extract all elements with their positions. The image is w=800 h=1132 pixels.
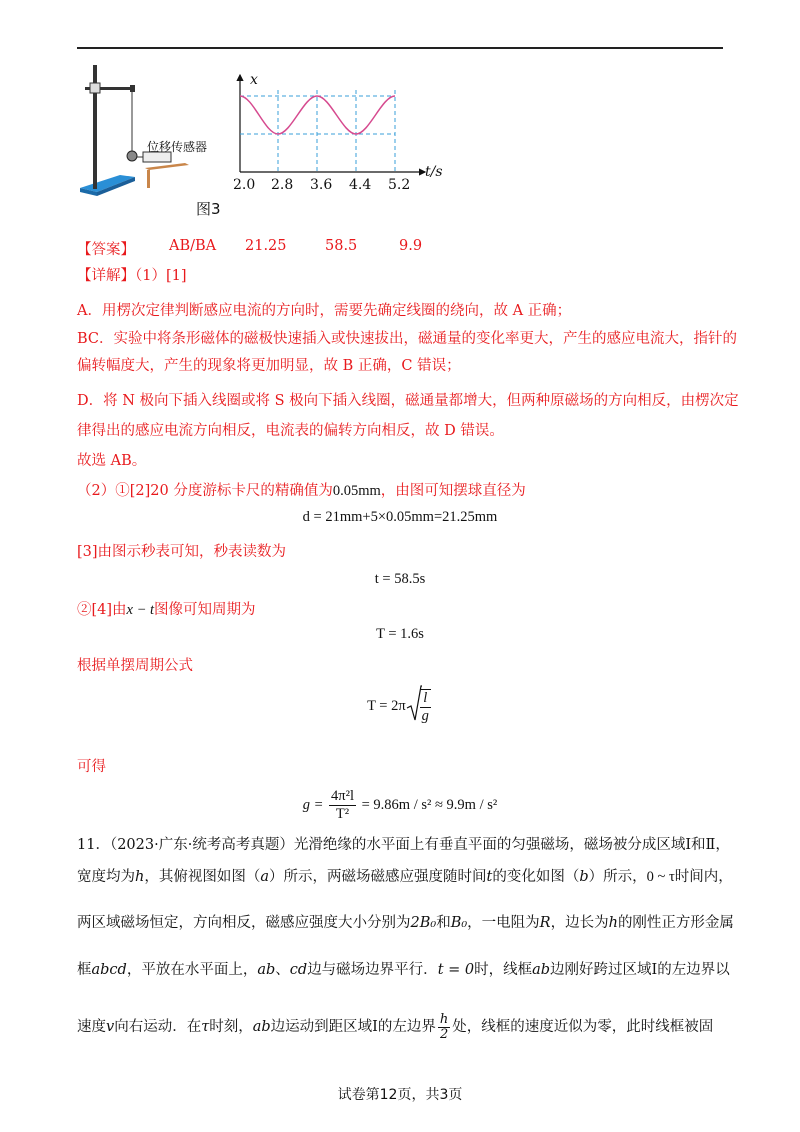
figure-3	[75, 60, 455, 220]
part2-text-a: （2）①[2]20 分度游标卡尺的精确值为	[77, 483, 333, 499]
formula-gravity	[0, 788, 800, 823]
formula-diameter: d = 21mm+5×0.05mm=21.25mm	[302, 509, 498, 525]
question11-line4	[77, 960, 730, 980]
question11-line3	[77, 913, 734, 933]
q11-var-b: b	[579, 869, 589, 885]
q11-fraction-den: 2	[439, 1026, 449, 1042]
pendulum-numerator: l	[420, 690, 431, 708]
q11-var-b0: B₀	[450, 915, 468, 931]
question11-line5	[77, 1012, 713, 1042]
tick-label-0: 2.0	[233, 177, 256, 193]
q11-var-tau: τ	[201, 1019, 210, 1035]
gravity-left: g =	[302, 796, 324, 813]
q11-var-2b0: 2B₀	[410, 915, 437, 931]
explanation-d-2: 律得出的感应电流方向相反，电流表的偏转方向相反，故 D 错误。	[77, 423, 504, 439]
gravity-fraction	[329, 788, 356, 823]
graph-x-label: t/s	[425, 164, 443, 180]
question11-line2	[77, 867, 733, 887]
q11-text: 的变化如图（	[492, 869, 580, 885]
q11-text: ）所示，	[588, 869, 647, 885]
q11-var-abcd: abcd	[91, 962, 127, 978]
explanation-d-1: D．将 N 极向下插入线圈或将 S 极向下插入线圈，磁通量都增大，但两种原磁场的方向相反，由楞次定	[77, 393, 739, 409]
explanation-a: A．用楞次定律判断感应电流的方向时，需要先确定线圈的绕向，故 A 正确；	[77, 303, 572, 319]
q11-text: 时间内，	[674, 869, 733, 885]
part4-text-a: ②[4]由	[77, 602, 127, 618]
q11-var-ab: ab	[252, 1019, 271, 1035]
pendulum-left: T = 2π	[367, 697, 406, 714]
q11-var-cd: cd	[289, 962, 308, 978]
q11-text: 的刚性正方形金属	[617, 915, 734, 931]
gravity-denominator: T²	[335, 806, 350, 822]
q11-text: ）所示，两磁场磁感应强度随时间	[269, 869, 487, 885]
q11-text: 向右运动．在	[114, 1019, 202, 1035]
pendulum-fraction	[420, 689, 431, 725]
q11-var-t: t	[486, 869, 493, 885]
answer-value-3: 58.5	[325, 238, 358, 254]
figure-caption: 图3	[196, 200, 221, 218]
tick-label-1: 2.8	[271, 177, 294, 193]
q11-var-h: h	[608, 915, 618, 931]
part4-expression: x − t	[126, 602, 155, 618]
tick-label-3: 4.4	[349, 177, 372, 193]
answer-value-1: AB/BA	[169, 238, 217, 254]
q11-text: 边刚好跨过区域Ⅰ的左边界以	[550, 962, 730, 978]
q11-text: ，边长为	[550, 915, 609, 931]
explanation-bc-2: 偏转幅度大，产生的现象将更加明显，故 B 正确，C 错误；	[77, 358, 461, 374]
q11-time-range: 0 ~ τ	[646, 869, 675, 885]
gravity-numerator: 4π²l	[331, 788, 354, 804]
page-footer: 试卷第12页，共3页	[337, 1087, 463, 1103]
q11-text: ，一电阻为	[467, 915, 540, 931]
q11-text: 宽度均为	[77, 869, 135, 885]
pendulum-denominator: g	[421, 707, 429, 724]
explanation-bc-1: BC．实验中将条形磁体的磁极快速插入或快速拔出，磁通量的变化率更大，产生的感应电流大，指针的	[77, 331, 738, 347]
explanation-header: 【详解】（1）[1]	[77, 268, 187, 284]
explanation-part2	[77, 481, 526, 501]
part2-precision: 0.05mm	[332, 483, 381, 499]
q11-text: ，平放在水平面上，	[126, 962, 258, 978]
part4-text-b: 图像可知周期为	[154, 602, 256, 618]
formula-pendulum	[0, 684, 800, 729]
q11-text: ，其俯视图如图（	[144, 869, 261, 885]
gravity-right: = 9.86m / s² ≈ 9.9m / s²	[361, 796, 498, 813]
tick-label-2: 3.6	[310, 177, 333, 193]
q11-text: 框	[77, 962, 92, 978]
q11-var-v: v	[106, 1019, 115, 1035]
q11-var-a: a	[260, 869, 269, 885]
q11-var-r: R	[539, 915, 551, 931]
part2-text-b: ，由图可知摆球直径为	[380, 483, 526, 499]
q11-text: 边与磁场边界平行．	[307, 962, 438, 978]
answer-value-4: 9.9	[399, 238, 423, 254]
answer-value-2: 21.25	[245, 238, 287, 254]
q11-fraction	[438, 1013, 450, 1042]
formula-period: T = 1.6s	[376, 626, 424, 642]
q11-var-ab: ab	[257, 962, 276, 978]
q11-fraction-num: h	[439, 1011, 449, 1027]
q11-text: 速度	[77, 1019, 106, 1035]
q11-text: 处，线框的速度近似为零，此时线框被固	[452, 1019, 714, 1035]
q11-text: 边运动到距区域Ⅰ的左边界	[270, 1019, 436, 1035]
sensor-label: 位移传感器	[147, 140, 208, 154]
graph-y-label: x	[250, 72, 258, 88]
q11-var-h: h	[135, 869, 145, 885]
q11-var-ab: ab	[532, 962, 551, 978]
explanation-part3: [3]由图示秒表可知，秒表读数为	[77, 544, 287, 560]
explanation-part4	[77, 600, 256, 620]
explanation-part5: 根据单摆周期公式	[77, 658, 193, 674]
q11-text: 两区域磁场恒定，方向相反，磁感应强度大小分别为	[77, 915, 411, 931]
formula-time: t = 58.5s	[374, 571, 426, 587]
question11-line1: 11．（2023·广东·统考高考真题）光滑绝缘的水平面上有垂直平面的匀强磁场，磁场被分成区域Ⅰ和Ⅱ，	[77, 837, 730, 853]
q11-text: 、	[275, 962, 290, 978]
tick-label-4: 5.2	[388, 177, 411, 193]
q11-text: 时，线框	[474, 962, 533, 978]
q11-text: 时刻，	[209, 1019, 253, 1035]
q11-text: 和	[436, 915, 451, 931]
q11-var-t0: t = 0	[437, 962, 475, 978]
header-rule	[77, 47, 723, 49]
answer-label: 【答案】	[77, 242, 135, 258]
explanation-part6: 可得	[77, 759, 106, 775]
explanation-choose: 故选 AB。	[77, 453, 147, 469]
